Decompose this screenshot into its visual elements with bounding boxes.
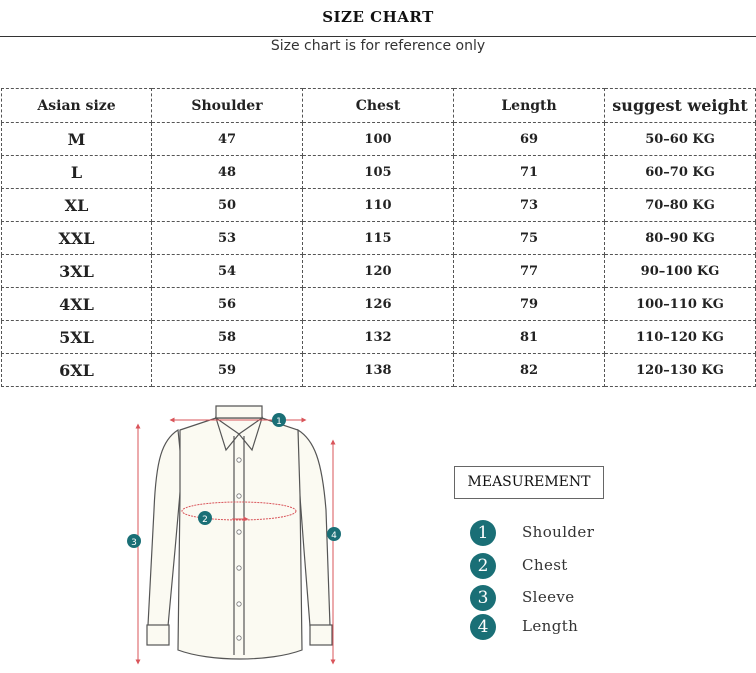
marker-length bbox=[327, 527, 341, 541]
legend-label: Shoulder bbox=[522, 523, 595, 541]
shoulder-cell: 56 bbox=[152, 288, 303, 321]
number-three-icon: 3 bbox=[470, 585, 496, 611]
column-header-size: Asian size bbox=[2, 89, 152, 123]
length-cell: 75 bbox=[454, 222, 605, 255]
number-two-icon: 2 bbox=[470, 553, 496, 579]
marker-sleeve bbox=[127, 534, 141, 548]
legend-label: Sleeve bbox=[522, 588, 575, 606]
shoulder-cell: 58 bbox=[152, 321, 303, 354]
shoulder-cell: 48 bbox=[152, 156, 303, 189]
svg-text:4: 4 bbox=[331, 531, 337, 541]
weight-cell: 120–130 KG bbox=[605, 354, 756, 387]
column-header-weight: suggest weight bbox=[605, 89, 756, 123]
legend-item-chest bbox=[470, 553, 670, 579]
chest-cell: 105 bbox=[303, 156, 454, 189]
measurement-heading: MEASUREMENT bbox=[454, 466, 604, 499]
chest-cell: 100 bbox=[303, 123, 454, 156]
legend-label: Length bbox=[522, 617, 579, 635]
size-cell: L bbox=[2, 156, 152, 189]
chest-cell: 115 bbox=[303, 222, 454, 255]
size-cell: XL bbox=[2, 189, 152, 222]
weight-cell: 110–120 KG bbox=[605, 321, 756, 354]
chest-cell: 110 bbox=[303, 189, 454, 222]
column-header-length: Length bbox=[454, 89, 605, 123]
weight-cell: 80–90 KG bbox=[605, 222, 756, 255]
weight-cell: 60–70 KG bbox=[605, 156, 756, 189]
column-header-chest: Chest bbox=[303, 89, 454, 123]
size-cell: M bbox=[2, 123, 152, 156]
title-divider bbox=[0, 36, 756, 37]
legend-item-length bbox=[470, 614, 670, 640]
legend-item-sleeve bbox=[470, 585, 670, 611]
legend-label: Chest bbox=[522, 556, 568, 574]
legend-item-shoulder bbox=[470, 520, 670, 546]
marker-shoulder bbox=[272, 413, 286, 427]
column-header-shoulder: Shoulder bbox=[152, 89, 303, 123]
weight-cell: 70–80 KG bbox=[605, 189, 756, 222]
page-subtitle: Size chart is for reference only bbox=[270, 38, 486, 54]
weight-cell: 90–100 KG bbox=[605, 255, 756, 288]
shoulder-cell: 54 bbox=[152, 255, 303, 288]
size-cell: 5XL bbox=[2, 321, 152, 354]
svg-text:3: 3 bbox=[131, 538, 137, 548]
chest-cell: 138 bbox=[303, 354, 454, 387]
marker-chest bbox=[198, 511, 212, 525]
table-row bbox=[2, 189, 756, 222]
table-row bbox=[2, 156, 756, 189]
svg-text:1: 1 bbox=[276, 417, 282, 427]
table-row bbox=[2, 288, 756, 321]
table-row bbox=[2, 354, 756, 387]
length-cell: 69 bbox=[454, 123, 605, 156]
table-row bbox=[2, 222, 756, 255]
shirt-diagram bbox=[120, 400, 360, 668]
table-row bbox=[2, 321, 756, 354]
length-cell: 77 bbox=[454, 255, 605, 288]
shirt-illustration bbox=[120, 400, 360, 668]
size-cell: XXL bbox=[2, 222, 152, 255]
page-title: SIZE CHART bbox=[322, 8, 434, 26]
length-cell: 81 bbox=[454, 321, 605, 354]
number-four-icon: 4 bbox=[470, 614, 496, 640]
table-row bbox=[2, 123, 756, 156]
shoulder-cell: 47 bbox=[152, 123, 303, 156]
weight-cell: 100–110 KG bbox=[605, 288, 756, 321]
chest-cell: 132 bbox=[303, 321, 454, 354]
chest-cell: 120 bbox=[303, 255, 454, 288]
length-cell: 79 bbox=[454, 288, 605, 321]
length-cell: 71 bbox=[454, 156, 605, 189]
length-cell: 82 bbox=[454, 354, 605, 387]
chest-cell: 126 bbox=[303, 288, 454, 321]
shoulder-cell: 50 bbox=[152, 189, 303, 222]
shoulder-cell: 59 bbox=[152, 354, 303, 387]
number-one-icon: 1 bbox=[470, 520, 496, 546]
shoulder-cell: 53 bbox=[152, 222, 303, 255]
size-cell: 6XL bbox=[2, 354, 152, 387]
table-row bbox=[2, 255, 756, 288]
size-cell: 4XL bbox=[2, 288, 152, 321]
length-cell: 73 bbox=[454, 189, 605, 222]
size-table bbox=[1, 88, 756, 387]
size-cell: 3XL bbox=[2, 255, 152, 288]
weight-cell: 50–60 KG bbox=[605, 123, 756, 156]
svg-text:2: 2 bbox=[202, 515, 208, 525]
table-header-row bbox=[2, 89, 756, 123]
